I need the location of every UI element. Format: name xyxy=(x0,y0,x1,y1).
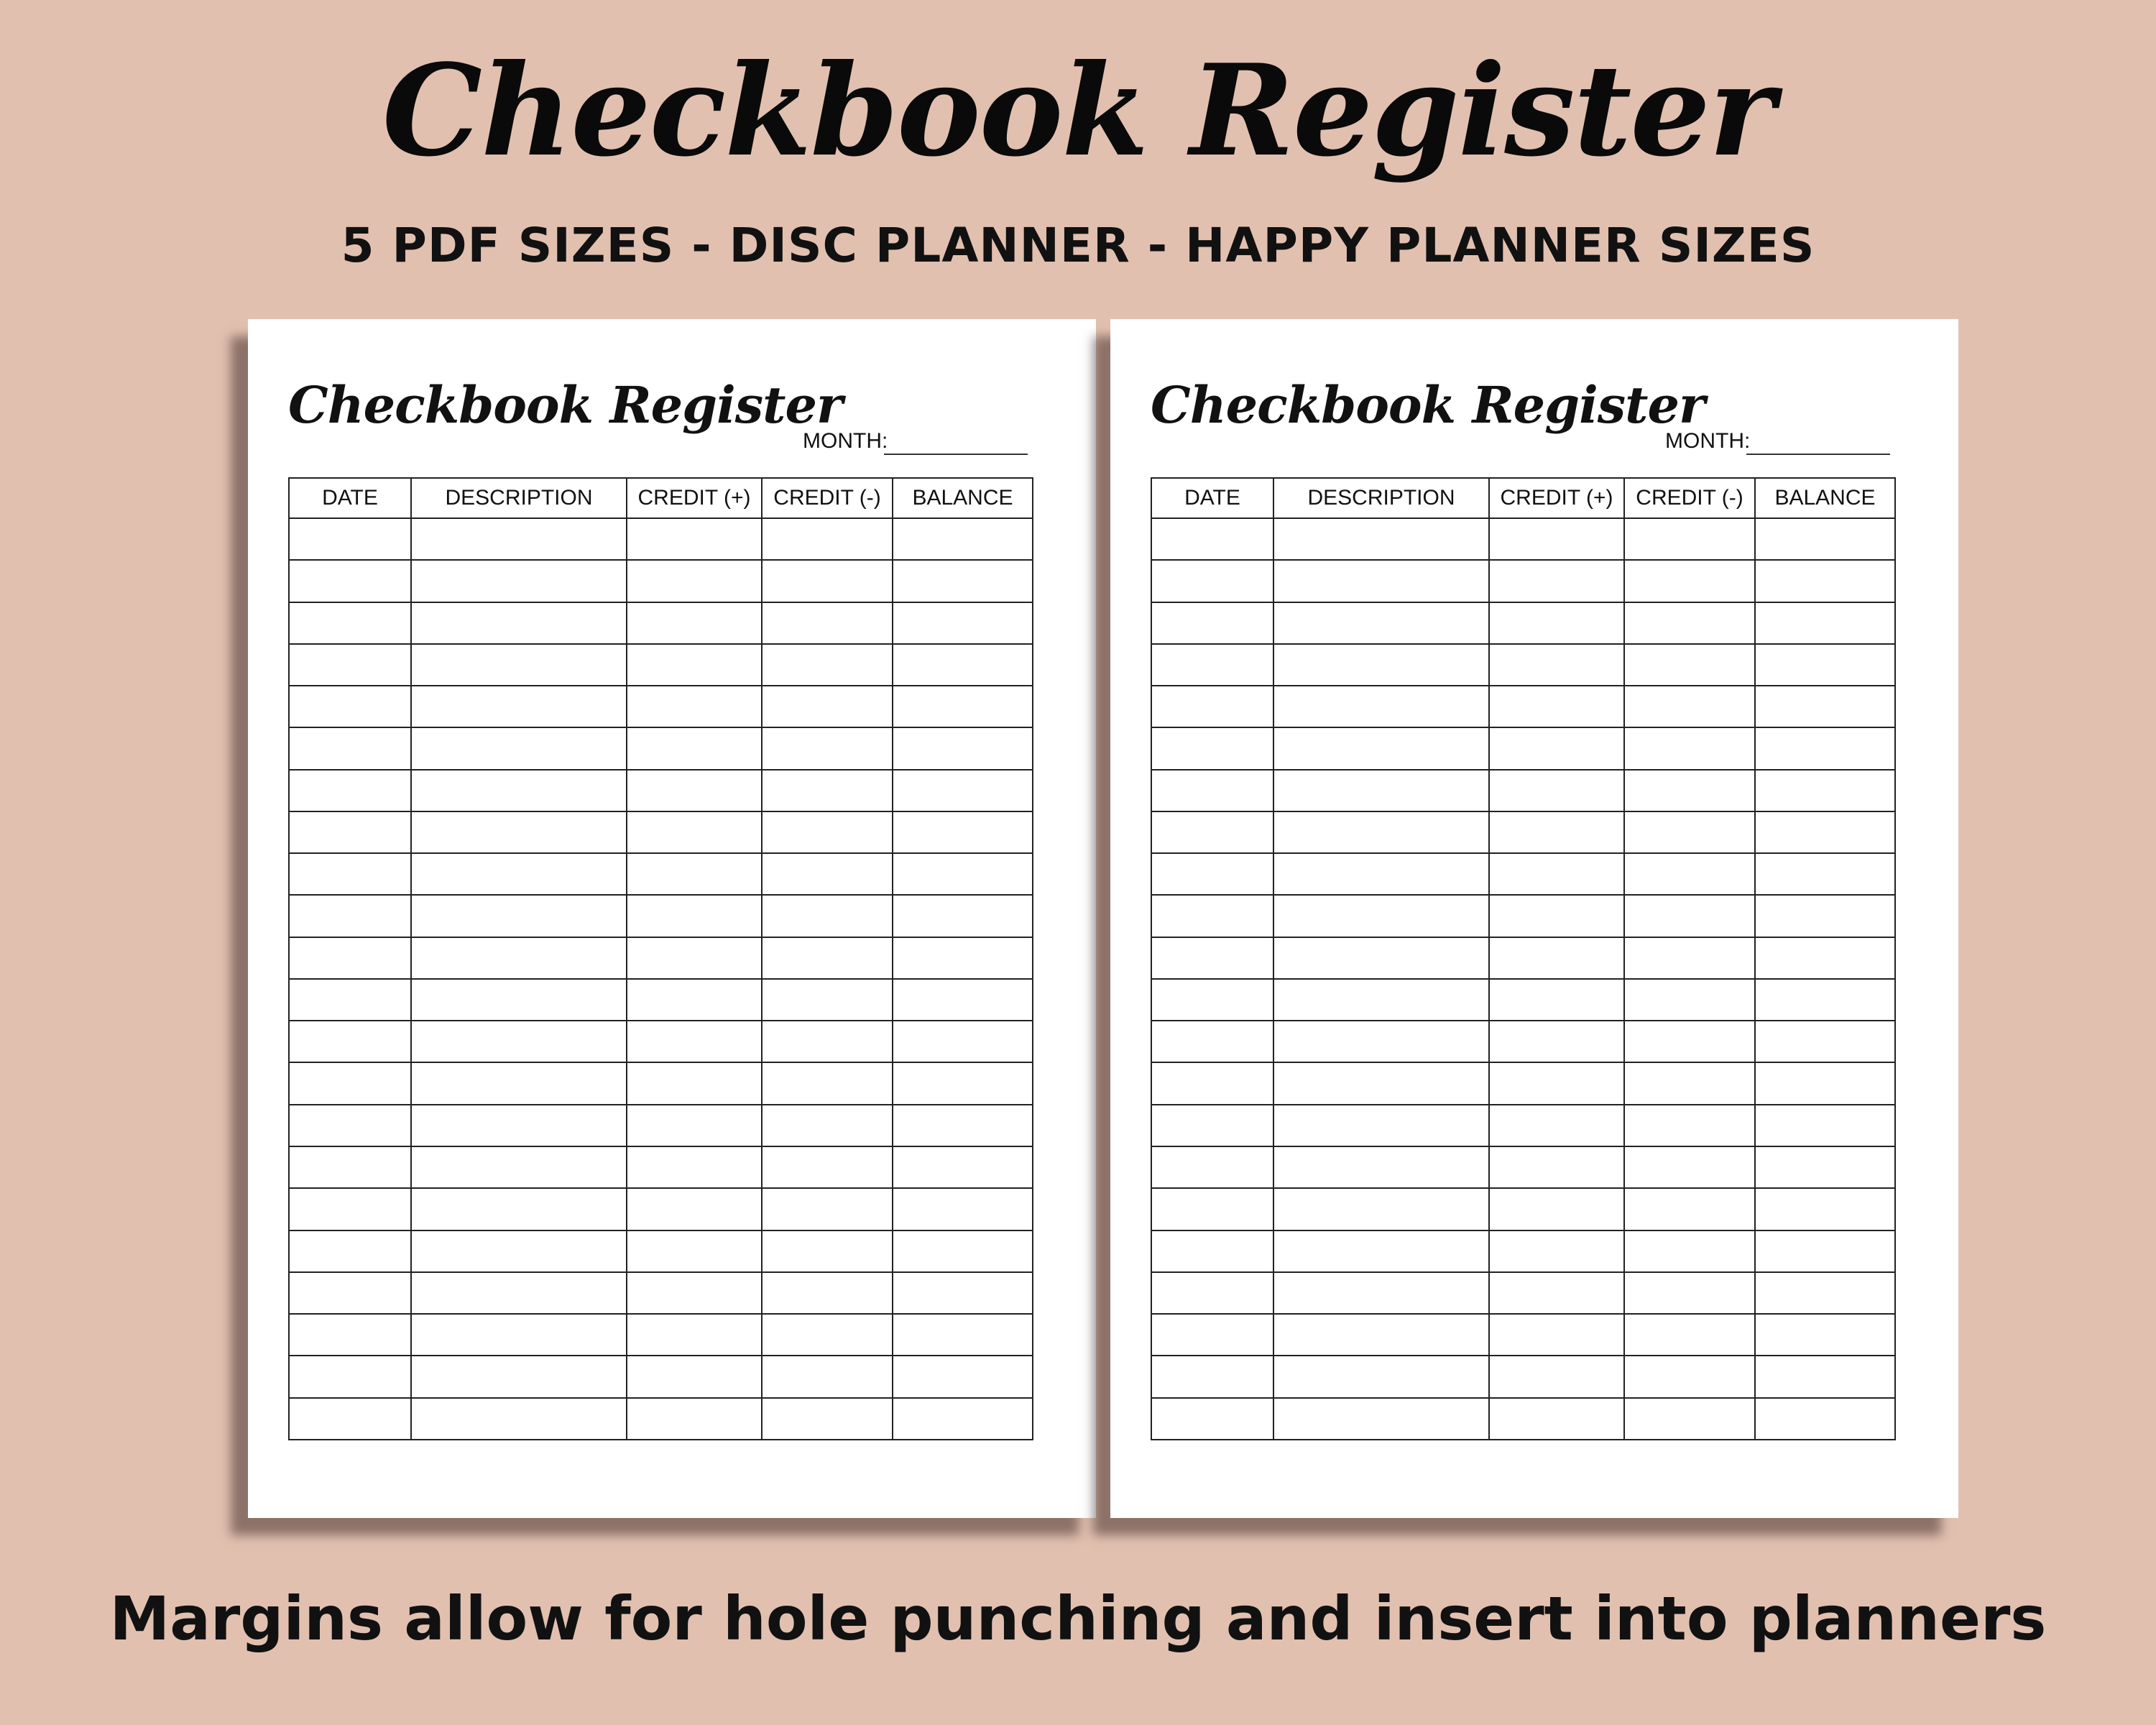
table-cell xyxy=(1489,1146,1624,1188)
table-cell xyxy=(762,811,893,853)
table-cell xyxy=(289,1272,411,1314)
table-cell xyxy=(1489,1314,1624,1356)
table-header-row xyxy=(1151,478,1895,518)
table-cell xyxy=(762,560,893,602)
table-cell xyxy=(289,518,411,560)
table-cell xyxy=(1755,1021,1895,1062)
table-row xyxy=(289,979,1033,1021)
table-cell xyxy=(1151,1146,1273,1188)
table-cell xyxy=(1273,853,1489,895)
table-row xyxy=(1151,686,1895,727)
table-cell xyxy=(289,1062,411,1104)
table-row xyxy=(1151,518,1895,560)
table-cell xyxy=(411,811,627,853)
table-cell xyxy=(1755,895,1895,937)
table-cell xyxy=(1624,1146,1755,1188)
table-cell xyxy=(1273,602,1489,644)
table-cell xyxy=(1273,979,1489,1021)
table-cell xyxy=(289,895,411,937)
table-row xyxy=(1151,1188,1895,1230)
table-cell xyxy=(1489,602,1624,644)
table-cell xyxy=(627,1146,762,1188)
table-cell xyxy=(1273,1105,1489,1146)
table-row xyxy=(289,518,1033,560)
table-cell xyxy=(1755,853,1895,895)
table-cell xyxy=(1489,1021,1624,1062)
table-cell xyxy=(762,644,893,686)
table-cell xyxy=(411,853,627,895)
table-cell xyxy=(1624,1021,1755,1062)
table-cell xyxy=(1755,811,1895,853)
table-cell xyxy=(289,979,411,1021)
table-cell xyxy=(1624,644,1755,686)
table-cell xyxy=(1624,1105,1755,1146)
table-cell xyxy=(1151,770,1273,811)
table-row xyxy=(289,560,1033,602)
table-cell xyxy=(893,770,1033,811)
table-cell xyxy=(893,1356,1033,1397)
table-cell xyxy=(1273,1146,1489,1188)
table-cell xyxy=(289,1021,411,1062)
table-cell xyxy=(289,1356,411,1397)
table-cell xyxy=(1151,979,1273,1021)
table-cell xyxy=(411,1021,627,1062)
table-cell xyxy=(893,602,1033,644)
table-cell xyxy=(1755,770,1895,811)
table-row xyxy=(1151,1314,1895,1356)
table-row xyxy=(1151,937,1895,979)
table-cell xyxy=(762,1188,893,1230)
table-cell xyxy=(893,686,1033,727)
table-row xyxy=(1151,1146,1895,1188)
table-cell xyxy=(289,1146,411,1188)
table-cell xyxy=(1273,1356,1489,1397)
table-cell xyxy=(1151,937,1273,979)
sheet-title: Checkbook Register xyxy=(1151,375,1705,435)
table-cell xyxy=(411,518,627,560)
table-cell xyxy=(1151,1188,1273,1230)
register-sheet-right xyxy=(1110,319,1958,1518)
table-cell xyxy=(1151,560,1273,602)
table-cell xyxy=(411,602,627,644)
table-cell xyxy=(762,853,893,895)
table-cell xyxy=(893,1188,1033,1230)
table-cell xyxy=(627,727,762,769)
table-cell xyxy=(1489,979,1624,1021)
table-cell xyxy=(893,1105,1033,1146)
table-cell xyxy=(1624,602,1755,644)
column-header-date: DATE xyxy=(289,478,411,518)
table-cell xyxy=(1755,602,1895,644)
table-cell xyxy=(411,979,627,1021)
table-cell xyxy=(1273,1272,1489,1314)
table-cell xyxy=(1151,686,1273,727)
table-cell xyxy=(289,811,411,853)
month-field-line xyxy=(1746,454,1890,455)
table-cell xyxy=(762,1356,893,1397)
month-field-line xyxy=(884,454,1028,455)
table-cell xyxy=(1624,895,1755,937)
table-body xyxy=(289,518,1033,1440)
table-cell xyxy=(1273,644,1489,686)
table-cell xyxy=(627,1314,762,1356)
table-cell xyxy=(627,1272,762,1314)
table-cell xyxy=(411,1230,627,1272)
table-cell xyxy=(1489,937,1624,979)
table-cell xyxy=(627,1105,762,1146)
table-row xyxy=(1151,1062,1895,1104)
footer-text: Margins allow for hole punching and insert into planners xyxy=(109,1583,2047,1654)
table-cell xyxy=(1624,770,1755,811)
subtitle: 5 PDF SIZES - DISC PLANNER - HAPPY PLANNER SIZES xyxy=(341,218,1815,273)
table-cell xyxy=(1151,644,1273,686)
table-cell xyxy=(762,518,893,560)
table-cell xyxy=(1624,811,1755,853)
table-cell xyxy=(411,1146,627,1188)
table-cell xyxy=(1273,1314,1489,1356)
table-cell xyxy=(1624,1272,1755,1314)
table-row xyxy=(1151,770,1895,811)
table-row xyxy=(1151,602,1895,644)
table-cell xyxy=(762,1105,893,1146)
table-cell xyxy=(893,895,1033,937)
table-row xyxy=(289,1314,1033,1356)
table-cell xyxy=(1489,1356,1624,1397)
column-header-credit-plus: CREDIT (+) xyxy=(627,478,762,518)
table-cell xyxy=(1273,1188,1489,1230)
table-row xyxy=(289,1356,1033,1397)
table-cell xyxy=(1273,811,1489,853)
table-cell xyxy=(289,560,411,602)
table-cell xyxy=(411,1272,627,1314)
table-row xyxy=(289,895,1033,937)
table-row xyxy=(289,1105,1033,1146)
table-cell xyxy=(1273,1062,1489,1104)
table-cell xyxy=(1755,644,1895,686)
table-cell xyxy=(289,686,411,727)
table-cell xyxy=(1755,1356,1895,1397)
table-cell xyxy=(1151,727,1273,769)
table-cell xyxy=(411,1356,627,1397)
table-cell xyxy=(411,727,627,769)
table-row xyxy=(289,1272,1033,1314)
table-cell xyxy=(627,1356,762,1397)
table-cell xyxy=(627,770,762,811)
table-cell xyxy=(762,1314,893,1356)
table-cell xyxy=(1624,1356,1755,1397)
table-cell xyxy=(289,1314,411,1356)
table-cell xyxy=(627,811,762,853)
table-cell xyxy=(1273,937,1489,979)
table-cell xyxy=(1624,518,1755,560)
sheet-title: Checkbook Register xyxy=(288,375,842,435)
table-cell xyxy=(1489,1398,1624,1440)
table-cell xyxy=(411,560,627,602)
table-cell xyxy=(289,937,411,979)
table-cell xyxy=(1489,560,1624,602)
table-row xyxy=(289,602,1033,644)
table-cell xyxy=(1489,895,1624,937)
table-cell xyxy=(289,1188,411,1230)
table-cell xyxy=(1273,1021,1489,1062)
table-cell xyxy=(289,727,411,769)
table-cell xyxy=(762,1230,893,1272)
table-cell xyxy=(893,644,1033,686)
table-cell xyxy=(1489,770,1624,811)
table-cell xyxy=(1151,1272,1273,1314)
table-cell xyxy=(411,770,627,811)
table-cell xyxy=(1151,1021,1273,1062)
month-label: MONTH: xyxy=(803,429,888,453)
table-cell xyxy=(1624,853,1755,895)
table-cell xyxy=(1273,518,1489,560)
table-row xyxy=(289,770,1033,811)
table-cell xyxy=(762,727,893,769)
table-cell xyxy=(627,979,762,1021)
table-cell xyxy=(1624,1188,1755,1230)
table-row xyxy=(1151,979,1895,1021)
table-cell xyxy=(1755,1398,1895,1440)
table-cell xyxy=(289,853,411,895)
table-cell xyxy=(627,1230,762,1272)
table-cell xyxy=(1624,560,1755,602)
column-header-balance: BALANCE xyxy=(1755,478,1895,518)
table-row xyxy=(1151,1105,1895,1146)
main-title: Checkbook Register xyxy=(382,37,1774,185)
table-cell xyxy=(762,1062,893,1104)
table-cell xyxy=(762,1146,893,1188)
table-cell xyxy=(1151,1230,1273,1272)
table-cell xyxy=(1151,1105,1273,1146)
table-cell xyxy=(1489,1188,1624,1230)
table-row xyxy=(1151,1356,1895,1397)
table-cell xyxy=(1273,770,1489,811)
table-cell xyxy=(1624,1062,1755,1104)
table-cell xyxy=(1624,937,1755,979)
table-cell xyxy=(893,1230,1033,1272)
table-row xyxy=(1151,811,1895,853)
table-row xyxy=(1151,644,1895,686)
table-cell xyxy=(1755,1272,1895,1314)
table-cell xyxy=(627,1021,762,1062)
table-cell xyxy=(411,1188,627,1230)
table-cell xyxy=(627,895,762,937)
table-cell xyxy=(627,518,762,560)
table-cell xyxy=(1489,1230,1624,1272)
table-row xyxy=(1151,853,1895,895)
table-cell xyxy=(1624,1398,1755,1440)
table-cell xyxy=(893,1314,1033,1356)
table-row xyxy=(1151,1272,1895,1314)
table-cell xyxy=(1489,644,1624,686)
table-cell xyxy=(627,853,762,895)
table-cell xyxy=(1755,1146,1895,1188)
table-cell xyxy=(289,1230,411,1272)
table-row xyxy=(1151,560,1895,602)
table-cell xyxy=(1624,727,1755,769)
table-cell xyxy=(1273,686,1489,727)
table-cell xyxy=(627,644,762,686)
column-header-date: DATE xyxy=(1151,478,1273,518)
table-cell xyxy=(411,937,627,979)
table-cell xyxy=(1624,1230,1755,1272)
table-cell xyxy=(1755,979,1895,1021)
column-header-description: DESCRIPTION xyxy=(411,478,627,518)
table-cell xyxy=(411,1398,627,1440)
table-cell xyxy=(289,1105,411,1146)
table-cell xyxy=(1151,895,1273,937)
table-cell xyxy=(1151,602,1273,644)
table-cell xyxy=(762,979,893,1021)
table-cell xyxy=(1755,1230,1895,1272)
register-table xyxy=(1151,477,1896,1440)
table-cell xyxy=(1151,1062,1273,1104)
table-cell xyxy=(893,1272,1033,1314)
table-cell xyxy=(762,1272,893,1314)
table-cell xyxy=(893,1062,1033,1104)
table-row xyxy=(1151,1021,1895,1062)
table-row xyxy=(1151,727,1895,769)
table-cell xyxy=(1489,1062,1624,1104)
table-cell xyxy=(1489,518,1624,560)
table-cell xyxy=(893,937,1033,979)
table-cell xyxy=(1755,937,1895,979)
table-cell xyxy=(289,1398,411,1440)
month-label: MONTH: xyxy=(1665,429,1751,453)
table-row xyxy=(1151,1230,1895,1272)
table-cell xyxy=(762,1398,893,1440)
table-row xyxy=(1151,1398,1895,1440)
table-cell xyxy=(411,895,627,937)
table-cell xyxy=(1489,1272,1624,1314)
table-cell xyxy=(893,811,1033,853)
column-header-balance: BALANCE xyxy=(893,478,1033,518)
table-cell xyxy=(627,602,762,644)
table-cell xyxy=(762,895,893,937)
table-cell xyxy=(1151,1398,1273,1440)
table-cell xyxy=(1755,727,1895,769)
table-cell xyxy=(1489,853,1624,895)
table-row xyxy=(289,1230,1033,1272)
table-cell xyxy=(1755,1314,1895,1356)
table-cell xyxy=(893,1398,1033,1440)
table-cell xyxy=(1755,518,1895,560)
table-cell xyxy=(1151,518,1273,560)
table-row xyxy=(289,1146,1033,1188)
table-row xyxy=(289,1062,1033,1104)
register-sheet-left xyxy=(248,319,1096,1518)
table-cell xyxy=(411,644,627,686)
table-cell xyxy=(411,1062,627,1104)
table-row xyxy=(289,811,1033,853)
table-cell xyxy=(893,853,1033,895)
table-row xyxy=(289,686,1033,727)
table-row xyxy=(289,644,1033,686)
table-cell xyxy=(1151,1356,1273,1397)
table-cell xyxy=(893,560,1033,602)
register-table xyxy=(288,477,1033,1440)
table-cell xyxy=(1624,979,1755,1021)
table-cell xyxy=(893,1146,1033,1188)
table-cell xyxy=(627,937,762,979)
table-body xyxy=(1151,518,1895,1440)
table-cell xyxy=(1489,811,1624,853)
table-cell xyxy=(411,1314,627,1356)
table-cell xyxy=(1273,727,1489,769)
table-cell xyxy=(1151,1314,1273,1356)
table-cell xyxy=(1273,895,1489,937)
table-cell xyxy=(627,1188,762,1230)
table-cell xyxy=(1755,1188,1895,1230)
table-cell xyxy=(1489,686,1624,727)
table-row xyxy=(289,1398,1033,1440)
table-cell xyxy=(1151,853,1273,895)
table-header-row xyxy=(289,478,1033,518)
table-cell xyxy=(762,770,893,811)
table-row xyxy=(289,937,1033,979)
table-cell xyxy=(893,727,1033,769)
table-row xyxy=(289,853,1033,895)
table-cell xyxy=(1755,1105,1895,1146)
table-cell xyxy=(762,602,893,644)
table-cell xyxy=(289,602,411,644)
table-row xyxy=(1151,895,1895,937)
table-cell xyxy=(1151,811,1273,853)
table-cell xyxy=(762,686,893,727)
table-cell xyxy=(411,686,627,727)
table-cell xyxy=(762,937,893,979)
table-cell xyxy=(411,1105,627,1146)
table-cell xyxy=(289,644,411,686)
table-cell xyxy=(1489,1105,1624,1146)
table-cell xyxy=(627,1062,762,1104)
table-cell xyxy=(1624,1314,1755,1356)
table-cell xyxy=(1489,727,1624,769)
table-cell xyxy=(893,979,1033,1021)
table-cell xyxy=(1755,686,1895,727)
table-cell xyxy=(1273,1398,1489,1440)
table-cell xyxy=(1755,560,1895,602)
column-header-credit-plus: CREDIT (+) xyxy=(1489,478,1624,518)
table-cell xyxy=(627,560,762,602)
table-cell xyxy=(893,1021,1033,1062)
table-cell xyxy=(627,1398,762,1440)
column-header-credit-minus: CREDIT (-) xyxy=(762,478,893,518)
table-row xyxy=(289,727,1033,769)
column-header-credit-minus: CREDIT (-) xyxy=(1624,478,1755,518)
table-cell xyxy=(1624,686,1755,727)
table-row xyxy=(289,1188,1033,1230)
table-cell xyxy=(893,518,1033,560)
column-header-description: DESCRIPTION xyxy=(1273,478,1489,518)
table-cell xyxy=(1273,1230,1489,1272)
table-row xyxy=(289,1021,1033,1062)
table-cell xyxy=(1273,560,1489,602)
table-cell xyxy=(289,770,411,811)
table-cell xyxy=(1755,1062,1895,1104)
table-cell xyxy=(762,1021,893,1062)
table-cell xyxy=(627,686,762,727)
